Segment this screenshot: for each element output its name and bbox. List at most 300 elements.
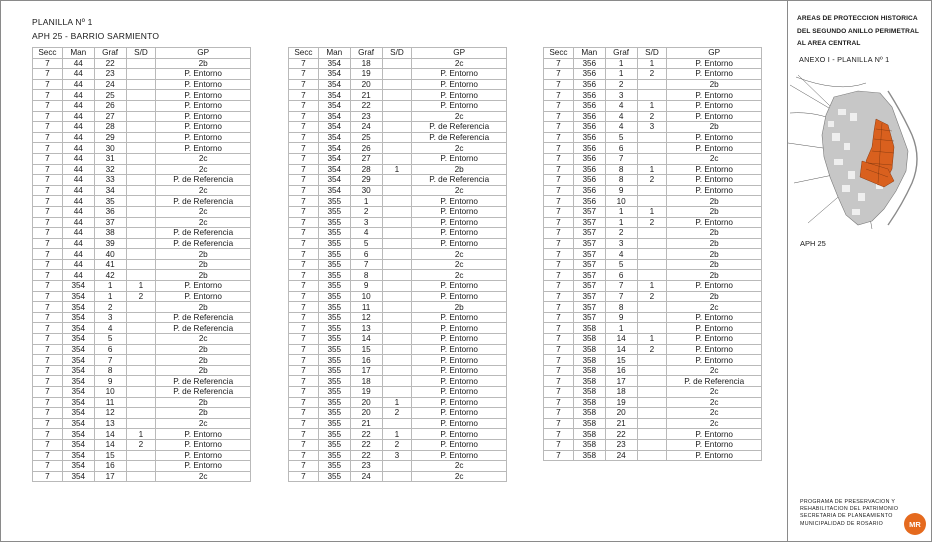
cell-secc: 7 (289, 408, 319, 419)
table-row (33, 69, 251, 80)
cell-man: 355 (318, 334, 350, 345)
cell-sd (126, 249, 156, 260)
table-row (544, 439, 762, 450)
cell-sd (637, 228, 667, 239)
cell-gp: P. de Referencia (156, 376, 251, 387)
cell-secc: 7 (33, 334, 63, 345)
cell-gp: P. Entorno (667, 344, 762, 355)
cell-graf: 18 (350, 58, 382, 69)
cell-man: 354 (318, 132, 350, 143)
cell-secc: 7 (33, 132, 63, 143)
table-row (289, 355, 507, 366)
annex-title (797, 13, 919, 51)
cell-secc: 7 (544, 206, 574, 217)
table-row (289, 408, 507, 419)
table-row (33, 344, 251, 355)
cell-graf: 5 (605, 132, 637, 143)
cell-gp: 2b (667, 270, 762, 281)
cell-gp: P. Entorno (667, 132, 762, 143)
cell-graf: 21 (350, 90, 382, 101)
cell-gp: P. Entorno (156, 79, 251, 90)
cell-secc: 7 (33, 217, 63, 228)
table-row (544, 312, 762, 323)
cell-man: 44 (62, 164, 94, 175)
cell-graf: 3 (350, 217, 382, 228)
column-header-graf: Graf (350, 48, 382, 59)
cell-man: 354 (62, 365, 94, 376)
planilla-table-3 (543, 47, 762, 461)
cell-graf: 4 (605, 111, 637, 122)
cell-man: 44 (62, 196, 94, 207)
table-row (33, 143, 251, 154)
cell-gp: P. Entorno (412, 196, 507, 207)
cell-sd (126, 408, 156, 419)
cell-secc: 7 (289, 439, 319, 450)
cell-gp: P. Entorno (156, 429, 251, 440)
table-row (289, 90, 507, 101)
cell-sd (637, 90, 667, 101)
table-row (33, 461, 251, 472)
cell-gp: 2c (412, 471, 507, 482)
cell-gp: P. de Referencia (156, 175, 251, 186)
cell-secc: 7 (289, 281, 319, 292)
cell-gp: P. Entorno (667, 323, 762, 334)
cell-sd (126, 143, 156, 154)
cell-sd (637, 185, 667, 196)
cell-sd (126, 344, 156, 355)
cell-secc: 7 (33, 249, 63, 260)
cell-graf: 2 (94, 302, 126, 313)
cell-secc: 7 (33, 365, 63, 376)
cell-gp: 2c (667, 387, 762, 398)
table-row (544, 228, 762, 239)
cell-sd (382, 185, 412, 196)
table-row (544, 429, 762, 440)
cell-man: 357 (573, 238, 605, 249)
annex-sidebar (787, 1, 932, 541)
table-row (33, 450, 251, 461)
cell-man: 357 (573, 228, 605, 239)
cell-graf: 8 (605, 302, 637, 313)
table-row (33, 185, 251, 196)
cell-secc: 7 (289, 334, 319, 345)
cell-gp: P. Entorno (667, 69, 762, 80)
cell-man: 357 (573, 281, 605, 292)
column-header-gp: GP (667, 48, 762, 59)
cell-secc: 7 (289, 355, 319, 366)
table-row (289, 185, 507, 196)
cell-secc: 7 (33, 429, 63, 440)
table-row (544, 196, 762, 207)
urban-area (822, 91, 908, 225)
cell-secc: 7 (289, 100, 319, 111)
cell-gp: P. Entorno (667, 111, 762, 122)
table-row (289, 312, 507, 323)
cell-sd: 1 (126, 429, 156, 440)
cell-gp: P. de Referencia (412, 175, 507, 186)
cell-man: 357 (573, 291, 605, 302)
cell-gp: P. de Referencia (156, 228, 251, 239)
table-row (544, 69, 762, 80)
cell-sd (637, 408, 667, 419)
table-row (33, 228, 251, 239)
cell-secc: 7 (289, 185, 319, 196)
cell-gp: P. Entorno (412, 397, 507, 408)
annex-title-line: DEL SEGUNDO ANILLO PERIMETRAL (797, 27, 919, 35)
cell-graf: 23 (350, 461, 382, 472)
cell-secc: 7 (33, 100, 63, 111)
cell-sd (637, 143, 667, 154)
cell-gp: 2b (156, 302, 251, 313)
table-row (289, 69, 507, 80)
cell-secc: 7 (544, 312, 574, 323)
cell-secc: 7 (33, 355, 63, 366)
cell-sd (382, 291, 412, 302)
cell-graf: 34 (94, 185, 126, 196)
cell-secc: 7 (33, 270, 63, 281)
cell-sd (637, 259, 667, 270)
cell-man: 356 (573, 69, 605, 80)
cell-man: 358 (573, 397, 605, 408)
cell-gp: 2b (667, 196, 762, 207)
cell-secc: 7 (289, 217, 319, 228)
cell-graf: 13 (350, 323, 382, 334)
cell-graf: 14 (605, 334, 637, 345)
cell-graf: 6 (94, 344, 126, 355)
cell-sd: 2 (637, 217, 667, 228)
cell-man: 354 (62, 291, 94, 302)
cell-graf: 11 (350, 302, 382, 313)
cell-man: 354 (62, 471, 94, 482)
cell-man: 355 (318, 228, 350, 239)
cell-gp: P. Entorno (667, 164, 762, 175)
cell-graf: 23 (94, 69, 126, 80)
table-row (289, 471, 507, 482)
cell-sd (126, 185, 156, 196)
cell-graf: 24 (605, 450, 637, 461)
table-row (544, 238, 762, 249)
table-row (544, 334, 762, 345)
cell-graf: 32 (94, 164, 126, 175)
cell-sd: 2 (637, 69, 667, 80)
cell-sd (637, 312, 667, 323)
cell-graf: 22 (350, 429, 382, 440)
cell-graf: 9 (605, 312, 637, 323)
cell-sd (126, 450, 156, 461)
cell-secc: 7 (33, 281, 63, 292)
cell-gp: 2c (156, 185, 251, 196)
cell-man: 354 (318, 122, 350, 133)
cell-secc: 7 (544, 164, 574, 175)
cell-man: 357 (573, 217, 605, 228)
cell-secc: 7 (544, 259, 574, 270)
table-row (33, 418, 251, 429)
cell-graf: 9 (94, 376, 126, 387)
cell-secc: 7 (289, 259, 319, 270)
cell-secc: 7 (33, 238, 63, 249)
cell-graf: 5 (94, 334, 126, 345)
cell-man: 354 (62, 376, 94, 387)
cell-man: 354 (62, 344, 94, 355)
cell-graf: 2 (605, 228, 637, 239)
cell-secc: 7 (289, 122, 319, 133)
cell-sd (637, 418, 667, 429)
cell-gp: P. Entorno (412, 100, 507, 111)
cell-graf: 30 (94, 143, 126, 154)
cell-man: 356 (573, 185, 605, 196)
cell-graf: 31 (94, 153, 126, 164)
cell-graf: 10 (94, 387, 126, 398)
cell-gp: 2c (412, 111, 507, 122)
table-row (544, 302, 762, 313)
cell-man: 358 (573, 376, 605, 387)
cell-graf: 3 (605, 238, 637, 249)
cell-gp: P. Entorno (412, 408, 507, 419)
cell-gp: 2b (667, 259, 762, 270)
cell-man: 44 (62, 259, 94, 270)
cell-secc: 7 (544, 397, 574, 408)
cell-graf: 1 (605, 217, 637, 228)
cell-man: 358 (573, 344, 605, 355)
cell-gp: P. Entorno (412, 334, 507, 345)
cell-man: 358 (573, 408, 605, 419)
cell-graf: 2 (605, 79, 637, 90)
cell-graf: 4 (94, 323, 126, 334)
table-row (544, 365, 762, 376)
cell-gp: P. de Referencia (156, 387, 251, 398)
cell-sd (126, 122, 156, 133)
cell-sd: 1 (382, 429, 412, 440)
cell-secc: 7 (544, 238, 574, 249)
cell-sd (126, 387, 156, 398)
cell-secc: 7 (289, 344, 319, 355)
table-row (33, 408, 251, 419)
cell-gp: P. Entorno (156, 132, 251, 143)
cell-graf: 38 (94, 228, 126, 239)
cell-graf: 18 (350, 376, 382, 387)
cell-graf: 7 (350, 259, 382, 270)
cell-sd (382, 418, 412, 429)
cell-sd (637, 270, 667, 281)
cell-gp: P. de Referencia (156, 196, 251, 207)
cell-graf: 6 (350, 249, 382, 260)
cell-gp: 2b (667, 291, 762, 302)
cell-gp: P. Entorno (156, 100, 251, 111)
cell-man: 354 (62, 461, 94, 472)
cell-sd (126, 323, 156, 334)
table-row (544, 206, 762, 217)
cell-graf: 1 (605, 69, 637, 80)
cell-gp: 2c (412, 143, 507, 154)
cell-graf: 8 (350, 270, 382, 281)
cell-sd (382, 122, 412, 133)
cell-graf: 3 (605, 90, 637, 101)
cell-gp: 2b (412, 164, 507, 175)
cell-sd (126, 228, 156, 239)
column-header-man: Man (62, 48, 94, 59)
cell-graf: 15 (350, 344, 382, 355)
cell-gp: 2b (667, 206, 762, 217)
cell-secc: 7 (289, 249, 319, 260)
cell-graf: 22 (350, 100, 382, 111)
cell-sd (382, 238, 412, 249)
cell-gp: P. Entorno (667, 58, 762, 69)
table-row (33, 471, 251, 482)
cell-secc: 7 (544, 429, 574, 440)
cell-sd (382, 461, 412, 472)
cell-man: 356 (573, 79, 605, 90)
cell-secc: 7 (289, 196, 319, 207)
cell-man: 44 (62, 249, 94, 260)
cell-sd: 1 (637, 281, 667, 292)
table-header-row (289, 48, 507, 59)
cell-secc: 7 (544, 281, 574, 292)
table-row (33, 270, 251, 281)
cell-man: 44 (62, 270, 94, 281)
planilla-table-1 (32, 47, 251, 482)
table-row (33, 164, 251, 175)
cell-sd (126, 302, 156, 313)
cell-graf: 40 (94, 249, 126, 260)
cell-man: 355 (318, 196, 350, 207)
cell-gp: P. Entorno (667, 281, 762, 292)
cell-secc: 7 (33, 344, 63, 355)
cell-gp: P. Entorno (667, 439, 762, 450)
table-row (289, 461, 507, 472)
table-row (289, 238, 507, 249)
cell-man: 354 (62, 439, 94, 450)
table-row (544, 408, 762, 419)
cell-graf: 22 (94, 58, 126, 69)
cell-graf: 19 (350, 69, 382, 80)
cell-sd: 2 (637, 291, 667, 302)
cell-gp: 2b (156, 355, 251, 366)
cell-graf: 33 (94, 175, 126, 186)
cell-graf: 21 (605, 418, 637, 429)
cell-graf: 16 (605, 365, 637, 376)
cell-sd (126, 90, 156, 101)
cell-gp: P. Entorno (412, 429, 507, 440)
cell-gp: 2b (156, 397, 251, 408)
table-row (289, 143, 507, 154)
table-row (33, 90, 251, 101)
cell-sd (637, 439, 667, 450)
table-row (544, 259, 762, 270)
cell-secc: 7 (544, 334, 574, 345)
cell-sd (382, 206, 412, 217)
planilla-title: PLANILLA Nº 1 (32, 17, 93, 27)
cell-sd (126, 164, 156, 175)
cell-graf: 27 (350, 153, 382, 164)
cell-man: 355 (318, 206, 350, 217)
cell-man: 44 (62, 143, 94, 154)
cell-secc: 7 (544, 217, 574, 228)
annex-label: ANEXO I - PLANILLA Nº 1 (799, 55, 890, 64)
cell-secc: 7 (544, 450, 574, 461)
cell-gp: 2b (156, 365, 251, 376)
cell-graf: 1 (94, 281, 126, 292)
cell-sd (126, 69, 156, 80)
cell-graf: 41 (94, 259, 126, 270)
table-row (289, 450, 507, 461)
cell-man: 355 (318, 281, 350, 292)
table-row (544, 100, 762, 111)
cell-sd: 3 (637, 122, 667, 133)
table-row (33, 281, 251, 292)
cell-graf: 39 (94, 238, 126, 249)
cell-gp: 2c (667, 365, 762, 376)
cell-gp: P. Entorno (156, 281, 251, 292)
cell-man: 358 (573, 323, 605, 334)
cell-gp: P. de Referencia (156, 312, 251, 323)
table-row (289, 302, 507, 313)
cell-graf: 16 (94, 461, 126, 472)
cell-secc: 7 (544, 344, 574, 355)
cell-graf: 25 (350, 132, 382, 143)
cell-gp: P. Entorno (412, 69, 507, 80)
cell-sd (382, 249, 412, 260)
cell-sd (637, 387, 667, 398)
cell-sd (637, 323, 667, 334)
cell-secc: 7 (544, 387, 574, 398)
table-row (33, 58, 251, 69)
cell-sd (637, 450, 667, 461)
cell-man: 44 (62, 100, 94, 111)
table-row (33, 397, 251, 408)
cell-secc: 7 (289, 175, 319, 186)
cell-graf: 28 (350, 164, 382, 175)
table-header-row (33, 48, 251, 59)
table-row (33, 302, 251, 313)
cell-graf: 8 (605, 175, 637, 186)
cell-graf: 18 (605, 387, 637, 398)
cell-sd: 1 (382, 164, 412, 175)
cell-man: 357 (573, 312, 605, 323)
table-row (33, 196, 251, 207)
cell-secc: 7 (33, 397, 63, 408)
cell-sd (382, 471, 412, 482)
table-row (544, 397, 762, 408)
cell-secc: 7 (33, 90, 63, 101)
cell-graf: 22 (350, 450, 382, 461)
cell-sd (637, 355, 667, 366)
cell-gp: 2c (412, 270, 507, 281)
cell-sd (382, 153, 412, 164)
cell-man: 354 (318, 175, 350, 186)
cell-secc: 7 (33, 376, 63, 387)
cell-secc: 7 (33, 450, 63, 461)
cell-gp: 2b (412, 302, 507, 313)
column-header-man: Man (318, 48, 350, 59)
column-header-secc: Secc (289, 48, 319, 59)
cell-secc: 7 (544, 143, 574, 154)
cell-gp: P. Entorno (156, 461, 251, 472)
cell-gp: P. Entorno (412, 79, 507, 90)
cell-gp: 2c (156, 164, 251, 175)
cell-sd (382, 259, 412, 270)
cell-sd (637, 153, 667, 164)
annex-title-line: AL AREA CENTRAL (797, 40, 861, 47)
column-header-gp: GP (156, 48, 251, 59)
cell-secc: 7 (544, 111, 574, 122)
cell-gp: P. Entorno (412, 281, 507, 292)
table-row (33, 355, 251, 366)
cell-man: 354 (62, 418, 94, 429)
cell-graf: 7 (605, 291, 637, 302)
cell-gp: P. Entorno (156, 122, 251, 133)
cell-secc: 7 (289, 79, 319, 90)
cell-gp: 2b (156, 408, 251, 419)
